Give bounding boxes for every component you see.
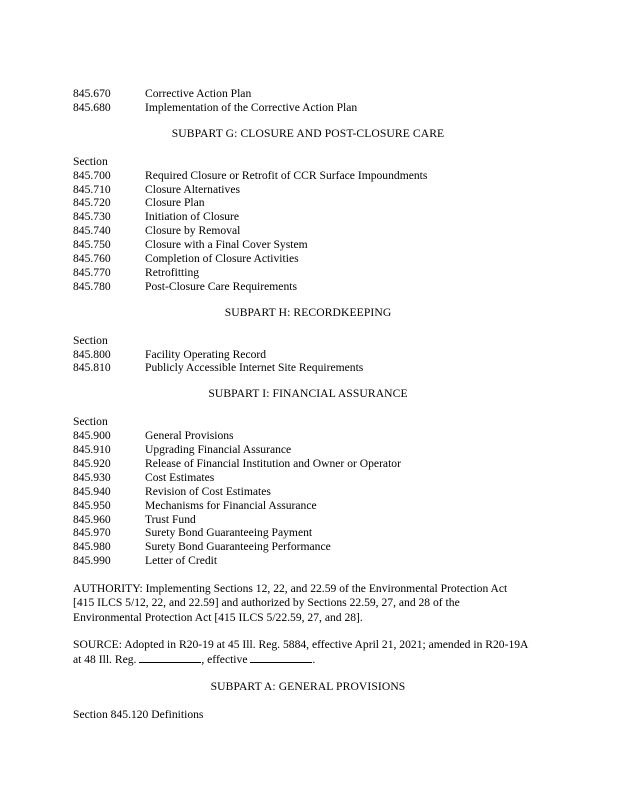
section-title: Implementation of the Corrective Action Plan — [145, 100, 358, 114]
section-title: Closure with a Final Cover System — [145, 238, 308, 252]
section-row — [73, 429, 543, 443]
section-number: 845.920 — [73, 457, 111, 471]
section-row — [73, 526, 543, 540]
section-number: 845.940 — [73, 484, 111, 498]
section-title: Facility Operating Record — [145, 347, 267, 361]
section-row — [73, 457, 543, 471]
section-number: 845.970 — [73, 526, 111, 540]
source-note — [73, 638, 531, 667]
section-number: 845.750 — [73, 238, 111, 252]
section-title: Closure by Removal — [145, 224, 241, 238]
section-row — [73, 540, 543, 554]
section-row — [73, 471, 543, 485]
section-row — [73, 196, 543, 210]
section-row — [73, 169, 543, 183]
section-row — [73, 224, 543, 238]
subpart-i-heading: SUBPART I: FINANCIAL ASSURANCE — [208, 387, 408, 401]
section-title: Required Closure or Retrofit of CCR Surface Impoundments — [145, 168, 428, 182]
section-title: Mechanisms for Financial Assurance — [145, 498, 317, 512]
subpart-g-heading: SUBPART G: CLOSURE AND POST-CLOSURE CARE — [171, 126, 445, 140]
section-title: Corrective Action Plan — [145, 87, 252, 100]
section-number: 845.990 — [73, 554, 111, 568]
section-title: Publicly Accessible Internet Site Requirements — [145, 361, 364, 375]
section-label: Section — [73, 333, 108, 347]
section-row — [73, 499, 543, 513]
section-number: 845.800 — [73, 347, 111, 361]
section-row — [73, 513, 543, 527]
fill-in-blank — [139, 652, 201, 663]
section-title: Retrofitting — [145, 265, 200, 279]
top-section-list — [73, 87, 543, 115]
subpart-i-section-list — [73, 415, 543, 568]
section-title: Closure Plan — [145, 196, 205, 210]
section-label: Section — [73, 415, 108, 429]
section-number: 845.960 — [73, 512, 111, 526]
fill-in-blank — [250, 652, 312, 663]
section-title: Post-Closure Care Requirements — [145, 279, 297, 293]
section-title: Completion of Closure Activities — [145, 252, 299, 266]
section-row — [73, 238, 543, 252]
section-row — [73, 443, 543, 457]
section-title: Closure Alternatives — [145, 182, 240, 196]
authority-note: AUTHORITY: Implementing Sections 12, 22, and 22.59 of the Environmental Protection Act [415 ILCS 5/12, 22, and 22.59] and authorized by Sections 22.59, 27, and 28 of the Environmental Protection Act [415 ILCS 5/22.59, 27, and 28]. — [73, 582, 508, 624]
subpart-h-heading: SUBPART H: RECORDKEEPING — [224, 305, 392, 319]
section-row — [73, 87, 543, 101]
subpart-h-section-list — [73, 334, 543, 376]
source-text: , effective — [201, 652, 251, 666]
source-text: SOURCE: Adopted in R20-19 at 45 Ill. Reg. 5884, effective April 21, 2021; amended in R20-19A at 48 Ill. Reg. — [73, 637, 528, 666]
section-number: 845.980 — [73, 540, 111, 554]
section-number: 845.910 — [73, 443, 111, 457]
section-label: Section — [73, 154, 108, 168]
section-row — [73, 554, 543, 568]
section-title: Upgrading Financial Assurance — [145, 443, 292, 457]
section-title: Initiation of Closure — [145, 210, 240, 224]
section-row — [73, 210, 543, 224]
subpart-a-heading: SUBPART A: GENERAL PROVISIONS — [210, 680, 406, 694]
section-heading: Section 845.120 Definitions — [73, 708, 204, 722]
section-number: 845.680 — [73, 100, 111, 114]
section-row — [73, 101, 543, 115]
section-title: Surety Bond Guaranteeing Payment — [145, 526, 313, 540]
section-number: 845.780 — [73, 279, 111, 293]
section-row — [73, 348, 543, 362]
section-title: Cost Estimates — [145, 470, 215, 484]
document-page — [73, 87, 543, 722]
section-number: 845.700 — [73, 168, 111, 182]
section-row — [73, 183, 543, 197]
section-title: Surety Bond Guaranteeing Performance — [145, 540, 331, 554]
section-number: 845.900 — [73, 429, 111, 443]
section-number: 845.770 — [73, 265, 111, 279]
section-number: 845.670 — [73, 87, 111, 100]
section-number: 845.720 — [73, 196, 111, 210]
section-number: 845.710 — [73, 182, 111, 196]
section-title: Revision of Cost Estimates — [145, 484, 271, 498]
section-row — [73, 266, 543, 280]
section-row — [73, 252, 543, 266]
section-title: Release of Financial Institution and Owner or Operator — [145, 457, 401, 471]
section-number: 845.950 — [73, 498, 111, 512]
source-text: . — [312, 652, 316, 666]
subpart-g-section-list — [73, 155, 543, 294]
section-row — [73, 485, 543, 499]
section-number: 845.810 — [73, 361, 111, 375]
section-number: 845.730 — [73, 210, 111, 224]
section-number: 845.930 — [73, 470, 111, 484]
section-row — [73, 280, 543, 294]
section-number: 845.760 — [73, 252, 111, 266]
section-title: Letter of Credit — [145, 554, 218, 568]
section-row — [73, 361, 543, 375]
section-title: General Provisions — [145, 429, 234, 443]
section-number: 845.740 — [73, 224, 111, 238]
section-title: Trust Fund — [145, 512, 196, 526]
